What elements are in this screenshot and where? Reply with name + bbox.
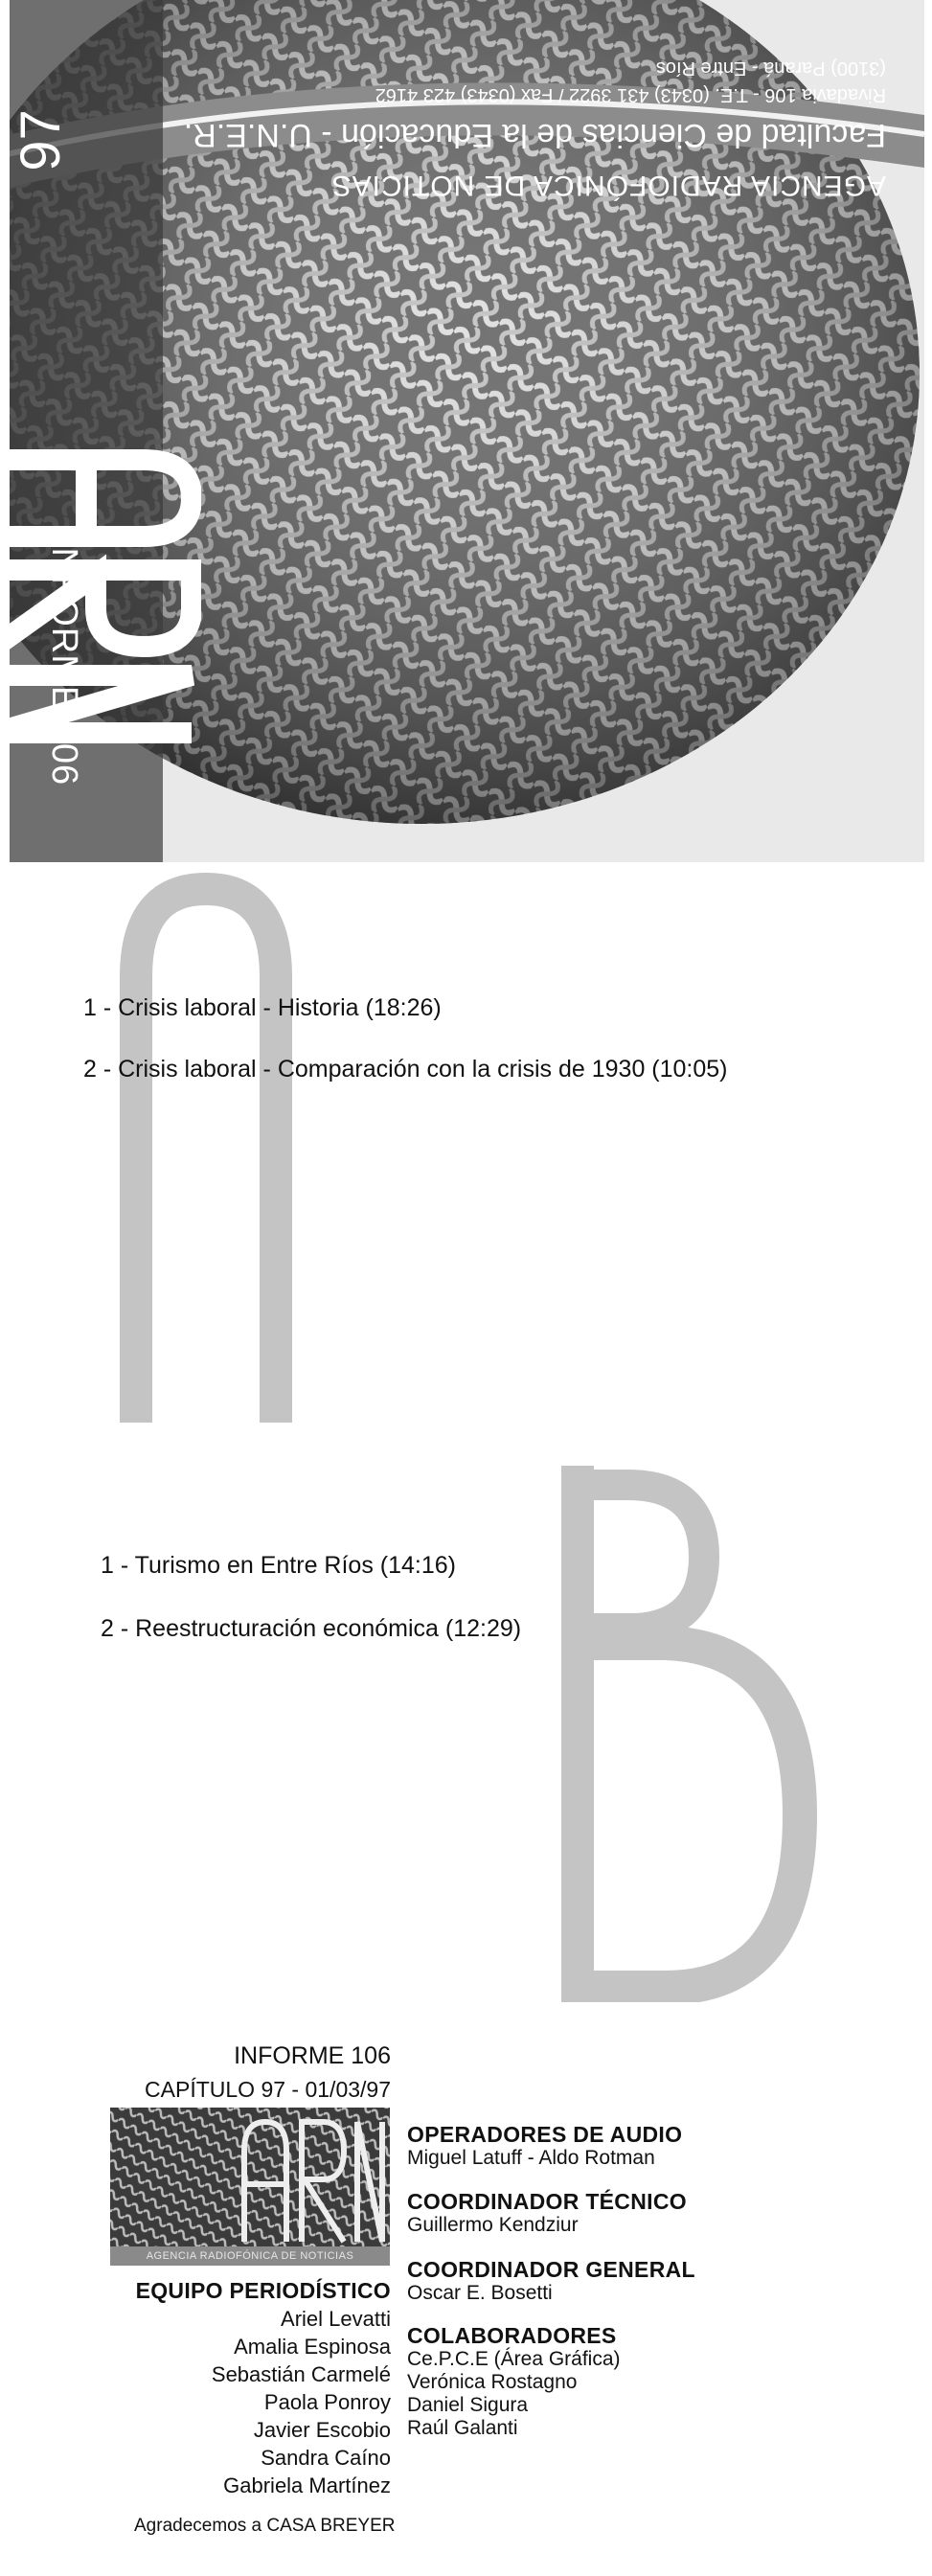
tech-heading: COORDINADOR TÉCNICO: [407, 2189, 687, 2214]
cover-report: INFORME 106: [44, 536, 84, 786]
arn-logo: [10, 441, 201, 747]
collab-heading: COLABORADORES: [407, 2323, 617, 2348]
thanks-note: Agradecemos a CASA BREYER: [134, 2516, 396, 2536]
collaborator-1: Ce.P.C.E (Área Gráfica): [407, 2348, 621, 2370]
team-member-6: Sandra Caíno: [261, 2446, 391, 2470]
side-b-track-1: 1 - Turismo en Entre Ríos (14:16): [101, 1552, 456, 1579]
tech-coordinator: Guillermo Kendziur: [407, 2214, 579, 2236]
team-member-7: Gabriela Martínez: [223, 2473, 391, 2497]
side-a-track-1: 1 - Crisis laboral - Historia (18:26): [83, 994, 442, 1021]
cover-agency-name: AGENCIA RADIOFÓNICA DE NOTICIAS: [330, 170, 886, 201]
team-member-1: Ariel Levatti: [281, 2307, 391, 2331]
credits-logo: [110, 2108, 390, 2266]
side-b-letter: [560, 1466, 819, 2002]
cover-faculty: Facultad de Ciencias de la Educación - U.N.E.R.: [183, 117, 886, 153]
team-member-3: Sebastián Carmelé: [211, 2362, 391, 2386]
side-b-track-2: 2 - Reestructuración económica (12:29): [101, 1615, 522, 1642]
general-coordinator: Oscar E. Bosetti: [407, 2282, 553, 2304]
collaborator-3: Daniel Sigura: [407, 2394, 529, 2416]
team-member-5: Javier Escobio: [253, 2418, 391, 2442]
team-member-2: Amalia Espinosa: [234, 2335, 391, 2359]
audio-operators: Miguel Latuff - Aldo Rotman: [407, 2147, 655, 2169]
credits-chapter: CAPÍTULO 97 - 01/03/97: [145, 2077, 391, 2102]
side-a-letter: [115, 872, 297, 1423]
collaborator-2: Verónica Rostagno: [407, 2371, 578, 2393]
cover-address: Rivadavia 106 - T.E. (0343) 431 3922 / Fax (0343) 423 4162: [375, 84, 886, 105]
collaborator-4: Raúl Galanti: [407, 2417, 518, 2439]
side-a-track-2: 2 - Crisis laboral - Comparación con la crisis de 1930 (10:05): [83, 1056, 728, 1083]
general-heading: COORDINADOR GENERAL: [407, 2257, 695, 2282]
team-heading: EQUIPO PERIODÍSTICO: [135, 2278, 391, 2303]
team-member-4: Paola Ponroy: [263, 2390, 391, 2414]
credits-logo-caption: AGENCIA RADIOFÓNICA DE NOTICIAS: [110, 2246, 390, 2266]
audio-heading: OPERADORES DE AUDIO: [407, 2122, 683, 2147]
cover-city: (3100) Paraná - Entre Ríos: [655, 57, 886, 79]
credits-report: INFORME 106: [234, 2042, 391, 2069]
credits-logo-image: [110, 2108, 390, 2246]
cover-panel: [10, 0, 924, 862]
cover-chapter-number: 97: [10, 109, 72, 171]
